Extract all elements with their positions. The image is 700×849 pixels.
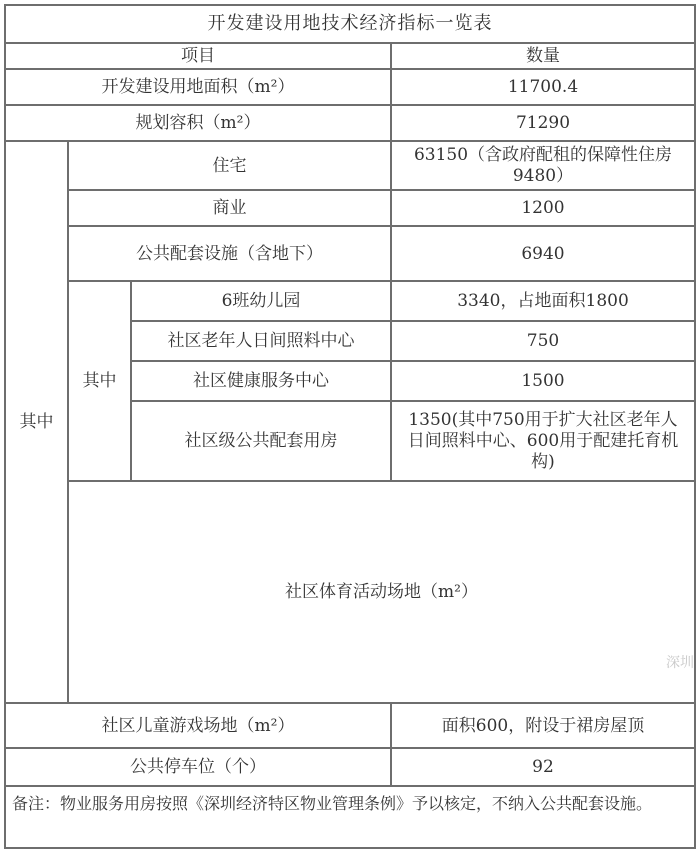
public-facilities-value: 6940 xyxy=(391,226,695,281)
health-center-value: 1500 xyxy=(391,361,695,401)
parking-label: 公共停车位（个） xyxy=(5,748,391,786)
public-facilities-label: 公共配套设施（含地下） xyxy=(68,226,391,281)
table-title: 开发建设用地技术经济指标一览表 xyxy=(5,5,695,43)
elderly-care-value: 750 xyxy=(391,321,695,361)
land-area-label: 开发建设用地面积（m²） xyxy=(5,69,391,105)
group-label: 其中 xyxy=(5,141,68,703)
land-area-value: 11700.4 xyxy=(391,69,695,105)
commercial-value: 1200 xyxy=(391,190,695,226)
residential-label: 住宅 xyxy=(68,141,391,190)
table-note: 备注：物业服务用房按照《深圳经济特区物业管理条例》予以核定，不纳入公共配套设施。 xyxy=(5,786,695,848)
indicator-table xyxy=(4,4,696,849)
community-rooms-label: 社区级公共配套用房 xyxy=(131,401,391,481)
playground-label: 社区儿童游戏场地（m²） xyxy=(5,703,391,748)
kindergarten-value: 3340，占地面积1800 xyxy=(391,281,695,321)
header-quantity: 数量 xyxy=(391,43,695,69)
sports-ground-label: 社区体育活动场地（m²） xyxy=(68,481,695,703)
playground-value: 面积600，附设于裙房屋顶 xyxy=(391,703,695,748)
far-area-label: 规划容积（m²） xyxy=(5,105,391,141)
community-rooms-value: 1350(其中750用于扩大社区老年人日间照料中心、600用于配建托育机构) xyxy=(391,401,695,481)
commercial-label: 商业 xyxy=(68,190,391,226)
elderly-care-label: 社区老年人日间照料中心 xyxy=(131,321,391,361)
parking-value: 92 xyxy=(391,748,695,786)
far-area-value: 71290 xyxy=(391,105,695,141)
residential-value: 63150（含政府配租的保障性住房9480） xyxy=(391,141,695,190)
health-center-label: 社区健康服务中心 xyxy=(131,361,391,401)
header-item: 项目 xyxy=(5,43,391,69)
sub-group-label: 其中 xyxy=(68,281,131,481)
kindergarten-label: 6班幼儿园 xyxy=(131,281,391,321)
watermark: 深圳 xyxy=(666,655,694,671)
